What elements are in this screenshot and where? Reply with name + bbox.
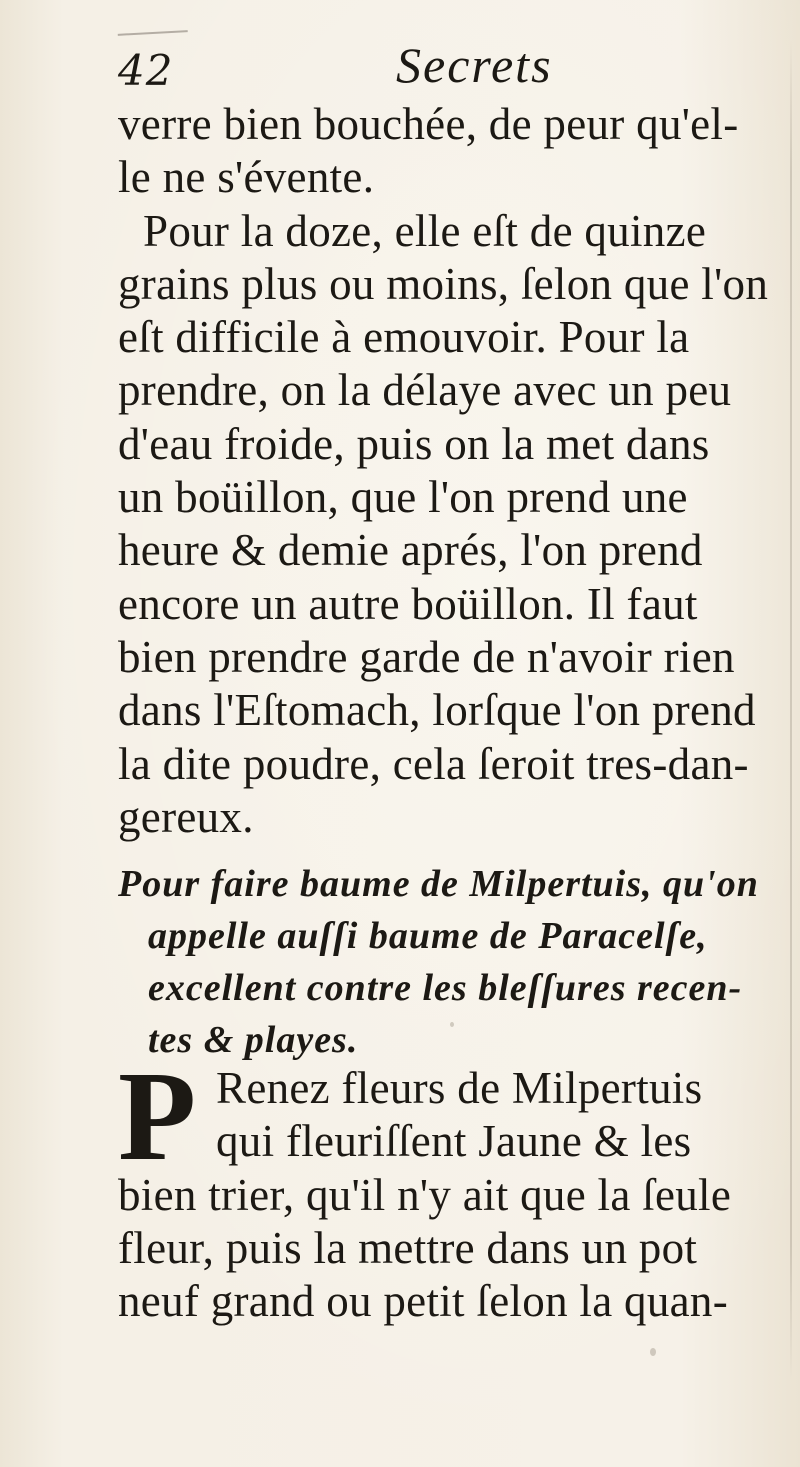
text-line: verre bien bouchée, de peur qu'el- <box>118 99 739 149</box>
text-line: gereux. <box>118 791 254 842</box>
paper-speck <box>450 1022 454 1027</box>
text-line: dans l'Eſtomach, lorſque l'on prend <box>118 685 756 736</box>
text-line: Renez fleurs de Milpertuis <box>216 1063 703 1113</box>
text-line: la dite poudre, cela ſeroit tres-dan- <box>118 738 749 789</box>
paper-speck <box>650 1348 656 1356</box>
page-number: 42 <box>118 46 174 95</box>
text-line: un boüillon, que l'on prend une <box>118 472 688 523</box>
running-head: Secrets <box>396 37 553 93</box>
heading-line: Pour faire baume de Milpertuis, qu'on <box>118 863 759 905</box>
recipe-paragraph <box>118 1045 798 1328</box>
text-line: eſt difficile à emouvoir. Pour la <box>118 312 690 363</box>
text-line: heure & demie aprés, l'on prend <box>118 525 703 576</box>
text-line: bien prendre garde de n'avoir rien <box>118 631 735 682</box>
text-line: d'eau froide, puis on la met dans <box>118 418 710 469</box>
text-line: le ne s'évente. <box>118 152 375 203</box>
page-header <box>118 32 778 94</box>
text-line: grains plus ou moins, ſelon que l'on <box>118 258 769 309</box>
text-line: qui fleuriſſent Jaune & les <box>216 1116 692 1167</box>
text-line: prendre, on la délaye avec un peu <box>118 365 732 416</box>
text-line: neuf grand ou petit ſelon la quan- <box>118 1276 729 1327</box>
text-line: fleur, puis la mettre dans un pot <box>118 1222 698 1273</box>
heading-line: appelle auſſi baume de Paracelſe, <box>148 915 708 957</box>
text-line: encore un autre boüillon. Il faut <box>118 578 698 629</box>
drop-cap: P <box>118 1045 197 1187</box>
recipe-heading <box>118 858 798 1066</box>
text-line: Pour la doze, elle eſt de quinze <box>143 205 707 256</box>
heading-line: excellent contre les bleſſures recen- <box>148 967 743 1009</box>
ink-mark <box>118 30 189 46</box>
heading-line: tes & playes. <box>148 1019 359 1061</box>
text-line: bien trier, qu'il n'y ait que la ſeule <box>118 1169 732 1220</box>
paragraph-dose <box>118 98 798 844</box>
